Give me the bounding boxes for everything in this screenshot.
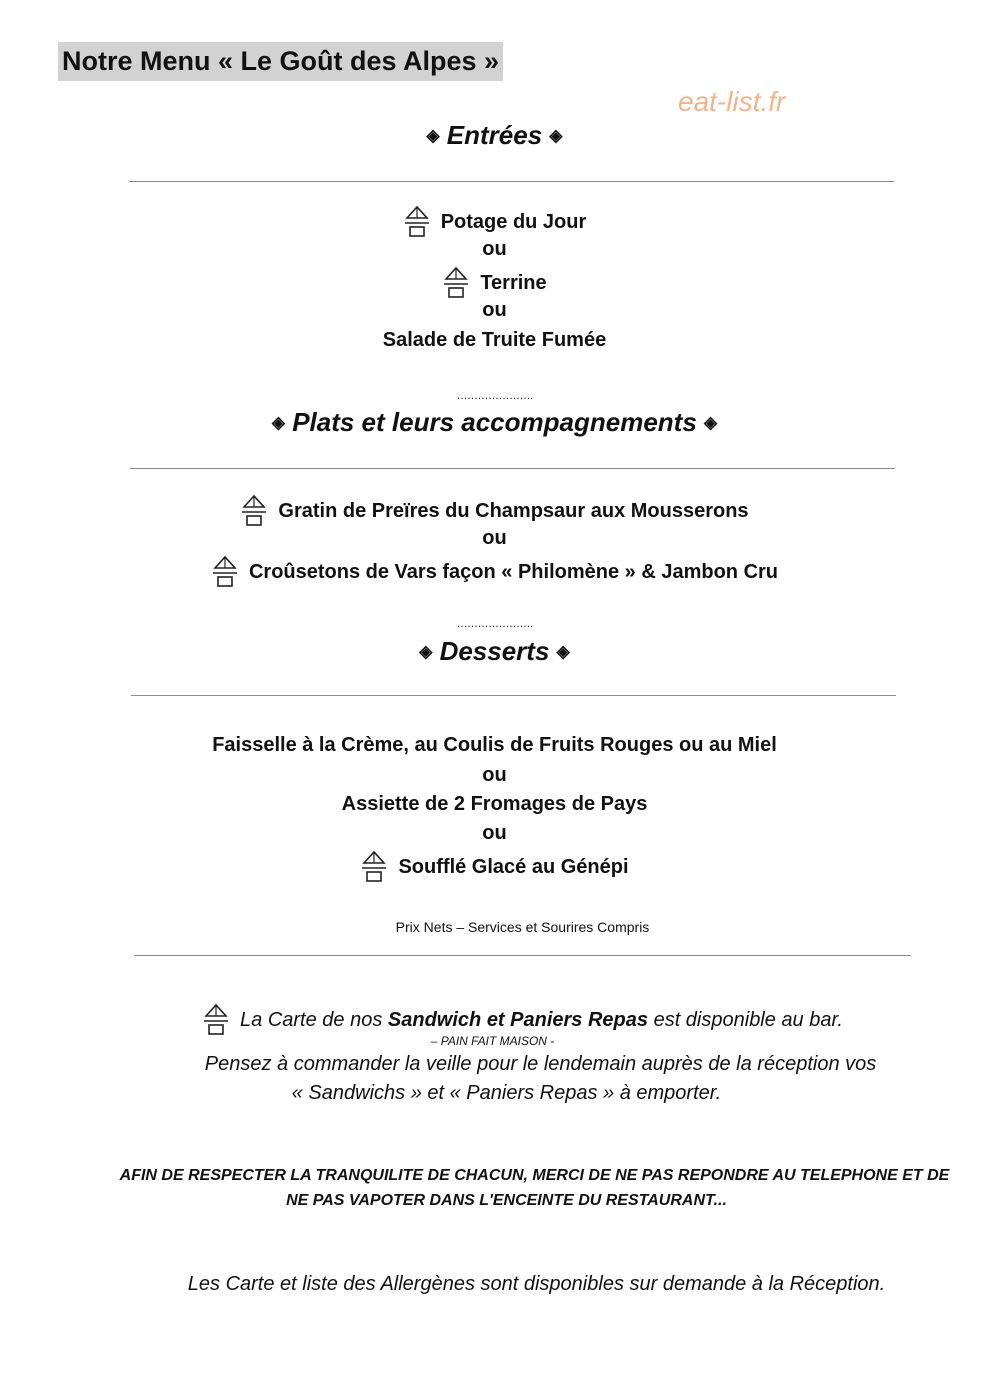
sandwich-note-emphasis: Sandwich et Paniers Repas [387, 1009, 649, 1031]
section-title-entrees-label: Entrées [446, 120, 543, 150]
section-title-desserts-label: Desserts [439, 636, 550, 666]
divider [130, 468, 895, 469]
menu-item-souffle [0, 849, 989, 883]
menu-item-label: Gratin de Preïres du Champsaur aux Mousserons [278, 500, 749, 522]
menu-item-potage [0, 204, 989, 238]
house-made-icon [240, 493, 268, 527]
watermark: eat-list.fr [678, 86, 786, 117]
or-separator: ou [482, 527, 507, 549]
menu-item-label: Potage du Jour [440, 211, 587, 233]
dots-separator: …………………. [456, 390, 533, 402]
diamond-icon: ◈ [426, 126, 440, 145]
diamond-icon: ◈ [419, 642, 433, 661]
pain-fait-maison: – PAIN FAIT MAISON - [430, 1034, 555, 1048]
diamond-icon: ◈ [556, 642, 570, 661]
section-title-entrees [0, 120, 989, 151]
menu-item-assiette: Assiette de 2 Fromages de Pays [341, 793, 648, 815]
or-separator: ou [482, 238, 507, 260]
menu-item-gratin [0, 493, 989, 527]
price-note: Prix Nets – Services et Sourires Compris [395, 919, 650, 935]
sandwich-order-note-2: « Sandwichs » et « Paniers Repas » à emporter. [291, 1082, 722, 1104]
menu-item-terrine [0, 265, 989, 299]
house-made-icon [202, 1002, 230, 1036]
section-title-desserts [0, 636, 989, 667]
menu-item-faisselle: Faisselle à la Crème, au Coulis de Fruits Rouges ou au Miel [212, 734, 777, 756]
sandwich-note [28, 1002, 989, 1036]
menu-item-label: Terrine [480, 272, 547, 294]
sandwich-note-text: La Carte de nos [240, 1009, 388, 1031]
house-made-icon [442, 265, 470, 299]
warning-line-2: NE PAS VAPOTER DANS L'ENCEINTE DU RESTAURANT... [286, 1192, 727, 1209]
allergen-note: Les Carte et liste des Allergènes sont disponibles sur demande à la Réception. [187, 1273, 886, 1295]
house-made-icon [360, 849, 388, 883]
section-title-plats-label: Plats et leurs accompagnements [292, 407, 697, 437]
diamond-icon: ◈ [271, 413, 285, 432]
diamond-icon: ◈ [549, 126, 563, 145]
divider [129, 181, 894, 182]
sandwich-note-text: est disponible au bar. [648, 1009, 843, 1031]
section-title-plats [0, 407, 989, 438]
house-made-icon [403, 204, 431, 238]
or-separator: ou [482, 822, 507, 844]
sandwich-order-note: Pensez à commander la veille pour le lendemain auprès de la réception vos [204, 1053, 877, 1075]
dots-separator: …………………. [456, 618, 533, 630]
or-separator: ou [482, 299, 507, 321]
menu-item-salade: Salade de Truite Fumée [382, 329, 607, 351]
page-title: Notre Menu « Le Goût des Alpes » [58, 42, 503, 81]
or-separator: ou [482, 764, 507, 786]
menu-item-label: Croûsetons de Vars façon « Philomène » & Jambon Cru [248, 561, 779, 583]
house-made-icon [211, 554, 239, 588]
menu-item-crousetons [0, 554, 989, 588]
menu-item-label: Soufflé Glacé au Génépi [398, 856, 629, 878]
divider [131, 695, 896, 696]
divider [134, 955, 911, 956]
diamond-icon: ◈ [704, 413, 718, 432]
warning-line-1: AFIN DE RESPECTER LA TRANQUILITE DE CHACUN, MERCI DE NE PAS REPONDRE AU TELEPHONE ET DE [119, 1167, 950, 1184]
